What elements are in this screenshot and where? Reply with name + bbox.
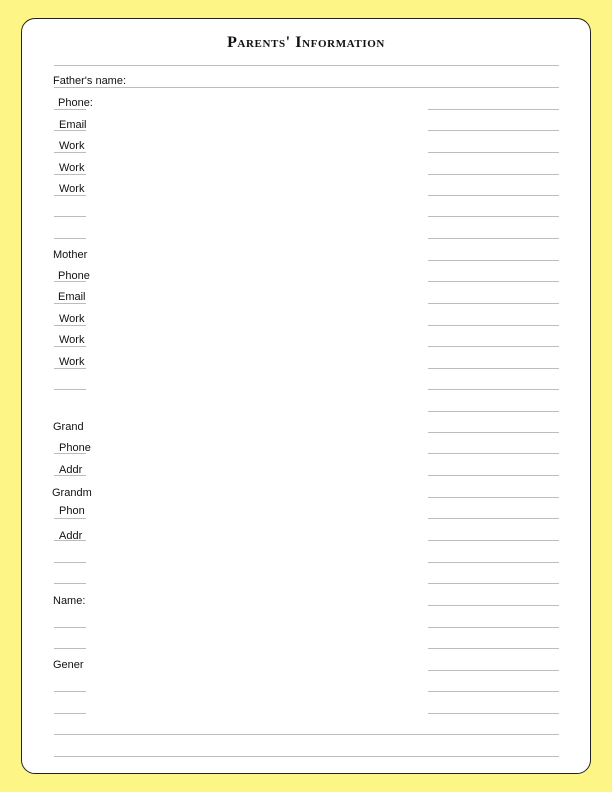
form-line [428, 260, 559, 261]
form-line [428, 713, 559, 714]
general-notes-label: Gener [53, 659, 84, 671]
grandmother-phone-label: Phon [59, 505, 85, 517]
form-line [428, 432, 559, 433]
form-line [54, 691, 86, 692]
form-line [54, 648, 86, 649]
form-line [54, 756, 559, 757]
form-line [428, 152, 559, 153]
mother-name-label: Mother [53, 249, 88, 261]
form-line [428, 691, 559, 692]
form-line [428, 453, 559, 454]
form-line [54, 216, 86, 217]
form-line [428, 497, 559, 498]
grandmother-address-label: Addr [59, 530, 83, 542]
mother-work-phone-label: Work [59, 356, 85, 368]
form-line [54, 518, 86, 519]
form-line [428, 346, 559, 347]
form-line [428, 130, 559, 131]
father-workplace-label: Work [59, 140, 85, 152]
form-line [428, 389, 559, 390]
grandfather-address-label: Addr [59, 464, 83, 476]
emergency-name-label: Name: [53, 595, 86, 607]
form-line [428, 303, 559, 304]
page-title: Parents' Information [227, 34, 385, 51]
form-line [428, 475, 559, 476]
form-line [428, 670, 559, 671]
obscuring-overlay [86, 88, 428, 718]
form-line [54, 734, 559, 735]
form-line [428, 238, 559, 239]
form-line [428, 627, 559, 628]
form-line [428, 174, 559, 175]
form-line [54, 389, 86, 390]
father-workplace-address-label: Work [59, 162, 85, 174]
form-line [428, 411, 559, 412]
grandmother-name-label: Grandm [52, 487, 92, 499]
form-line [428, 368, 559, 369]
father-phone-label: Phone: [58, 97, 93, 109]
mother-workplace-address-label: Work [59, 334, 85, 346]
mother-phone-label: Phone [58, 270, 90, 282]
form-line [54, 65, 559, 66]
mother-email-label: Email [58, 291, 86, 303]
form-line [428, 281, 559, 282]
form-line [428, 540, 559, 541]
father-email-label: Email [59, 119, 87, 131]
form-line [54, 562, 86, 563]
father-work-phone-label: Work [59, 183, 85, 195]
form-line [428, 325, 559, 326]
form-line [54, 583, 86, 584]
form-line [54, 238, 86, 239]
form-line [428, 605, 559, 606]
father-name-label: Father's name: [53, 75, 127, 87]
grandfather-name-label: Grand [53, 421, 84, 433]
form-line [428, 583, 559, 584]
form-line [428, 518, 559, 519]
form-line [54, 627, 86, 628]
form-line [428, 195, 559, 196]
form-line [428, 216, 559, 217]
form-line [428, 562, 559, 563]
form-line [54, 713, 86, 714]
mother-workplace-label: Work [59, 313, 85, 325]
form-line [428, 109, 559, 110]
grandfather-phone-label: Phone [59, 442, 91, 454]
form-line [428, 648, 559, 649]
